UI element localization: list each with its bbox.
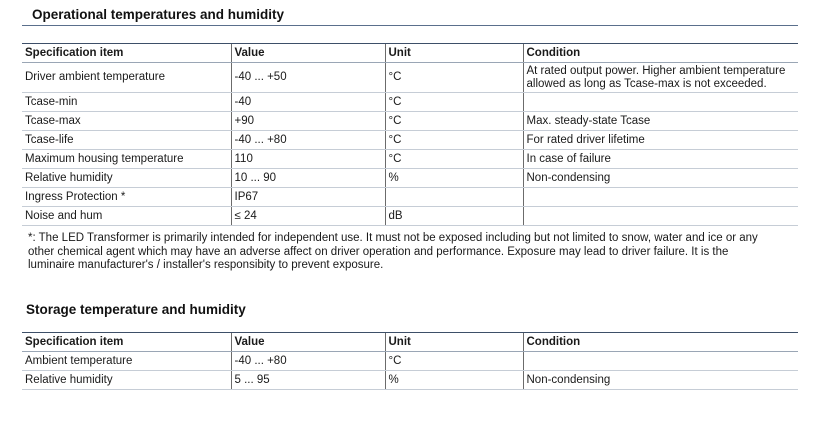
condition-cell bbox=[523, 93, 798, 112]
table-row bbox=[22, 112, 798, 131]
table-header-row bbox=[22, 44, 798, 63]
table-row bbox=[22, 93, 798, 112]
header-value: Value bbox=[231, 44, 385, 63]
unit-cell: % bbox=[385, 371, 523, 390]
value-cell: IP67 bbox=[231, 188, 385, 207]
value-cell: -40 ... +50 bbox=[231, 63, 385, 93]
spec-item-cell: Tcase-min bbox=[22, 93, 231, 112]
table-header-row bbox=[22, 333, 798, 352]
value-cell: -40 ... +80 bbox=[231, 352, 385, 371]
header-condition: Condition bbox=[523, 44, 798, 63]
table-row bbox=[22, 63, 798, 93]
storage-section-title: Storage temperature and humidity bbox=[26, 302, 246, 317]
operational-title-rule bbox=[22, 25, 798, 26]
spec-item-cell: Ingress Protection * bbox=[22, 188, 231, 207]
table-row bbox=[22, 352, 798, 371]
value-cell: 10 ... 90 bbox=[231, 169, 385, 188]
spec-item-cell: Driver ambient temperature bbox=[22, 63, 231, 93]
unit-cell: °C bbox=[385, 112, 523, 131]
condition-cell: Non-condensing bbox=[523, 371, 798, 390]
spec-item-cell: Relative humidity bbox=[22, 169, 231, 188]
storage-spec-table bbox=[22, 332, 798, 390]
condition-cell bbox=[523, 207, 798, 226]
condition-cell: Non-condensing bbox=[523, 169, 798, 188]
table-row bbox=[22, 207, 798, 226]
header-condition: Condition bbox=[523, 333, 798, 352]
spec-item-cell: Relative humidity bbox=[22, 371, 231, 390]
table-row bbox=[22, 169, 798, 188]
header-value: Value bbox=[231, 333, 385, 352]
table-row bbox=[22, 371, 798, 390]
condition-cell bbox=[523, 352, 798, 371]
condition-cell: For rated driver lifetime bbox=[523, 131, 798, 150]
value-cell: 5 ... 95 bbox=[231, 371, 385, 390]
value-cell: -40 bbox=[231, 93, 385, 112]
ingress-protection-footnote: *: The LED Transformer is primarily intended for independent use. It must not be exposed including but not limited to snow, water and ice or any other chemical agent which may have an adverse affect on driver operation and performance. Exposure may lead to driver failure. It is the luminaire manufacturer's / installer's responsibity to prevent exposure. bbox=[28, 232, 758, 271]
condition-cell: At rated output power. Higher ambient temperature allowed as long as Tcase-max is not exceeded. bbox=[523, 63, 798, 93]
header-unit: Unit bbox=[385, 333, 523, 352]
spec-item-cell: Maximum housing temperature bbox=[22, 150, 231, 169]
table-row bbox=[22, 150, 798, 169]
unit-cell: °C bbox=[385, 150, 523, 169]
spec-item-cell: Noise and hum bbox=[22, 207, 231, 226]
operational-spec-table bbox=[22, 43, 798, 226]
unit-cell: °C bbox=[385, 63, 523, 93]
unit-cell: % bbox=[385, 169, 523, 188]
unit-cell: °C bbox=[385, 352, 523, 371]
value-cell: +90 bbox=[231, 112, 385, 131]
spec-item-cell: Tcase-max bbox=[22, 112, 231, 131]
unit-cell: °C bbox=[385, 93, 523, 112]
spec-item-cell: Ambient temperature bbox=[22, 352, 231, 371]
unit-cell: dB bbox=[385, 207, 523, 226]
value-cell: -40 ... +80 bbox=[231, 131, 385, 150]
header-specification-item: Specification item bbox=[22, 333, 231, 352]
value-cell: 110 bbox=[231, 150, 385, 169]
table-row bbox=[22, 131, 798, 150]
header-unit: Unit bbox=[385, 44, 523, 63]
condition-cell: Max. steady-state Tcase bbox=[523, 112, 798, 131]
operational-section-title: Operational temperatures and humidity bbox=[32, 7, 285, 22]
table-row bbox=[22, 188, 798, 207]
condition-cell: In case of failure bbox=[523, 150, 798, 169]
unit-cell bbox=[385, 188, 523, 207]
value-cell: ≤ 24 bbox=[231, 207, 385, 226]
spec-item-cell: Tcase-life bbox=[22, 131, 231, 150]
unit-cell: °C bbox=[385, 131, 523, 150]
condition-cell bbox=[523, 188, 798, 207]
header-specification-item: Specification item bbox=[22, 44, 231, 63]
